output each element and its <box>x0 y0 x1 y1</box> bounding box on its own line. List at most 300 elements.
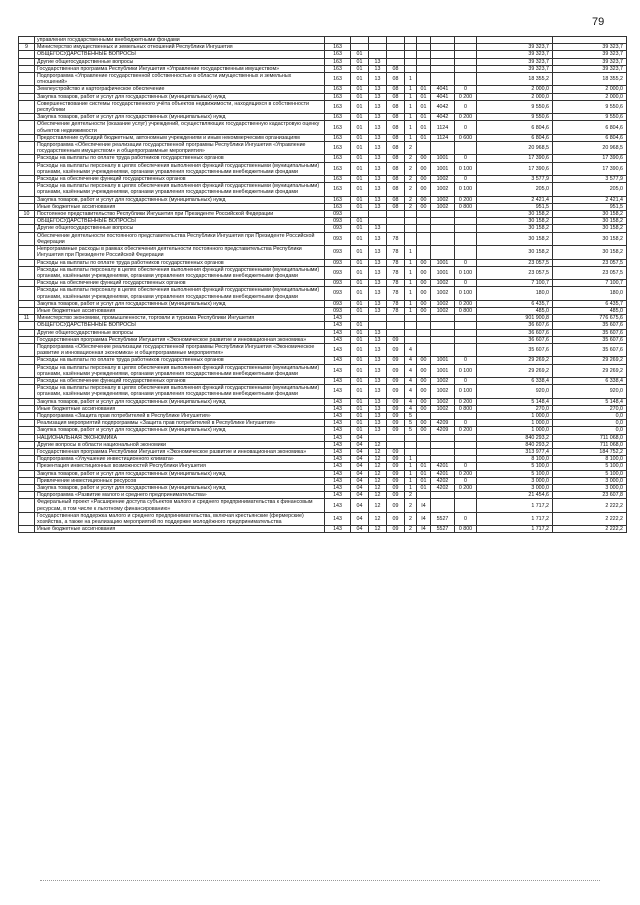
code-cs1 <box>387 434 405 441</box>
code-rz: 01 <box>351 232 369 245</box>
code-rz <box>351 37 369 44</box>
code-cs4 <box>431 448 455 455</box>
row-number <box>19 307 35 314</box>
row-number: 11 <box>19 315 35 322</box>
code-cs1 <box>387 218 405 225</box>
table-row <box>19 218 627 225</box>
code-rz: 04 <box>351 492 369 499</box>
code-rz: 01 <box>351 203 369 210</box>
code-pr: 13 <box>369 357 387 364</box>
code-cs4: 1001 <box>431 364 455 377</box>
row-number <box>19 114 35 121</box>
code-cs3: 00 <box>417 176 431 183</box>
code-rz: 04 <box>351 434 369 441</box>
code-pr <box>369 218 387 225</box>
row-name: Другие общегосударственные вопросы <box>35 225 325 232</box>
code-vr: 0 100 <box>455 162 477 175</box>
code-vr: 0 <box>455 420 477 427</box>
code-gr: 143 <box>325 499 351 512</box>
amount-year-1: 180,0 <box>477 287 553 300</box>
table-row <box>19 176 627 183</box>
code-rz: 01 <box>351 218 369 225</box>
code-vr: 0 800 <box>455 307 477 314</box>
code-cs3: 01 <box>417 93 431 100</box>
code-cs2: 2 <box>405 196 417 203</box>
row-number <box>19 441 35 448</box>
code-gr: 143 <box>325 448 351 455</box>
code-pr: 13 <box>369 377 387 384</box>
code-vr: 0 100 <box>455 385 477 398</box>
code-rz: 01 <box>351 93 369 100</box>
table-row <box>19 142 627 155</box>
code-pr <box>369 44 387 51</box>
code-cs4: 4201 <box>431 463 455 470</box>
amount-year-2: 2 421,4 <box>553 196 627 203</box>
row-number <box>19 405 35 412</box>
code-vr <box>455 218 477 225</box>
code-cs3: 00 <box>417 155 431 162</box>
row-number <box>19 434 35 441</box>
code-vr: 0 200 <box>455 93 477 100</box>
table-row <box>19 300 627 307</box>
row-name: Привлечение инвестиционных ресурсов <box>35 477 325 484</box>
code-rz: 04 <box>351 448 369 455</box>
amount-year-1: 29 269,2 <box>477 357 553 364</box>
amount-year-2: 951,5 <box>553 203 627 210</box>
row-number <box>19 100 35 113</box>
code-gr: 163 <box>325 142 351 155</box>
code-cs1 <box>387 37 405 44</box>
code-cs3 <box>417 492 431 499</box>
code-gr: 143 <box>325 377 351 384</box>
table-row <box>19 280 627 287</box>
code-cs1: 08 <box>387 155 405 162</box>
table-row <box>19 463 627 470</box>
amount-year-2: 776 675,6 <box>553 315 627 322</box>
code-cs2 <box>405 329 417 336</box>
amount-year-2: 2 000,0 <box>553 93 627 100</box>
code-pr: 12 <box>369 512 387 525</box>
code-vr: 0 <box>455 357 477 364</box>
row-name: Закупка товаров, работ и услуг для государственных (муниципальных) нужд <box>35 470 325 477</box>
code-cs3: I4 <box>417 526 431 533</box>
code-cs4 <box>431 456 455 463</box>
code-cs4: 1002 <box>431 176 455 183</box>
code-cs4 <box>431 211 455 218</box>
row-name: ОБЩЕГОСУДАРСТВЕННЫЕ ВОПРОСЫ <box>35 322 325 329</box>
code-rz: 01 <box>351 73 369 86</box>
code-pr: 13 <box>369 134 387 141</box>
code-cs4 <box>431 51 455 58</box>
code-gr: 143 <box>325 477 351 484</box>
table-row <box>19 259 627 266</box>
code-pr: 13 <box>369 203 387 210</box>
code-cs2: 1 <box>405 86 417 93</box>
amount-year-1: 29 269,2 <box>477 364 553 377</box>
code-cs2: 2 <box>405 155 417 162</box>
code-rz: 01 <box>351 121 369 134</box>
code-cs2: 1 <box>405 114 417 121</box>
amount-year-2: 3 000,0 <box>553 477 627 484</box>
code-cs4: 1001 <box>431 162 455 175</box>
table-row <box>19 155 627 162</box>
code-gr: 163 <box>325 58 351 65</box>
code-cs2 <box>405 315 417 322</box>
code-cs4 <box>431 343 455 356</box>
code-rz: 01 <box>351 196 369 203</box>
code-cs4: 1001 <box>431 266 455 279</box>
code-pr <box>369 322 387 329</box>
code-pr <box>369 434 387 441</box>
table-row <box>19 37 627 44</box>
code-cs3 <box>417 225 431 232</box>
code-gr: 143 <box>325 412 351 419</box>
code-pr: 13 <box>369 307 387 314</box>
code-vr <box>455 142 477 155</box>
amount-year-1: 1 717,2 <box>477 526 553 533</box>
code-gr: 093 <box>325 287 351 300</box>
code-cs3: 01 <box>417 463 431 470</box>
amount-year-2: 3 577,9 <box>553 176 627 183</box>
code-cs1: 09 <box>387 343 405 356</box>
code-cs3: 00 <box>417 259 431 266</box>
row-number <box>19 499 35 512</box>
code-cs2: 1 <box>405 470 417 477</box>
code-vr: 0 200 <box>455 398 477 405</box>
code-cs2: 2 <box>405 203 417 210</box>
amount-year-1: 3 000,0 <box>477 485 553 492</box>
code-cs1: 08 <box>387 134 405 141</box>
row-name: Расходы на выплаты персоналу в целях обеспечения выполнения функций государственными (муниципальными) органами, казёнными учреждениями, органами управления государственными внебюджетными фондами <box>35 364 325 377</box>
code-pr: 12 <box>369 485 387 492</box>
amount-year-1: 20 968,5 <box>477 142 553 155</box>
code-gr: 163 <box>325 93 351 100</box>
row-number <box>19 93 35 100</box>
amount-year-1: 17 390,6 <box>477 162 553 175</box>
code-vr: 0 <box>455 121 477 134</box>
code-cs2: 1 <box>405 280 417 287</box>
code-cs4: 1001 <box>431 155 455 162</box>
table-row <box>19 65 627 72</box>
amount-year-2 <box>553 37 627 44</box>
code-vr: 0 200 <box>455 485 477 492</box>
table-row <box>19 441 627 448</box>
amount-year-2: 9 550,6 <box>553 100 627 113</box>
table-row <box>19 246 627 259</box>
code-cs3: 00 <box>417 427 431 434</box>
row-number <box>19 37 35 44</box>
row-name: Землеустройство и картографическое обеспечение <box>35 86 325 93</box>
code-vr <box>455 232 477 245</box>
code-rz: 04 <box>351 470 369 477</box>
amount-year-1: 30 158,2 <box>477 218 553 225</box>
amount-year-1: 951,5 <box>477 203 553 210</box>
amount-year-2: 30 158,2 <box>553 211 627 218</box>
code-vr <box>455 499 477 512</box>
amount-year-2: 29 269,2 <box>553 364 627 377</box>
row-name: Непрограммные расходы в рамках обеспечения деятельности постоянного представительства Республики Ингушетия при Президенте Российской Федерации <box>35 246 325 259</box>
code-cs3 <box>417 142 431 155</box>
row-name: Подпрограмма «Обеспечение реализации государственной программы Республики Ингушетия «Экономическое развитие и инновационная экономика» и общепрограммные мероприятия» <box>35 343 325 356</box>
code-cs2: 5 <box>405 427 417 434</box>
amount-year-1: 2 000,0 <box>477 93 553 100</box>
amount-year-2: 0,0 <box>553 420 627 427</box>
row-name: Презентация инвестиционных возможностей Республики Ингушетия <box>35 463 325 470</box>
code-cs2 <box>405 225 417 232</box>
code-cs4 <box>431 44 455 51</box>
amount-year-2: 39 323,7 <box>553 51 627 58</box>
code-gr: 093 <box>325 232 351 245</box>
code-vr <box>455 51 477 58</box>
amount-year-1: 30 158,2 <box>477 211 553 218</box>
code-vr <box>455 65 477 72</box>
code-cs3: 00 <box>417 357 431 364</box>
code-cs1: 08 <box>387 183 405 196</box>
code-cs2: 1 <box>405 246 417 259</box>
code-vr <box>455 336 477 343</box>
row-name: Иные бюджетные ассигнования <box>35 203 325 210</box>
code-vr <box>455 434 477 441</box>
amount-year-2: 30 158,2 <box>553 218 627 225</box>
code-cs3: I4 <box>417 499 431 512</box>
row-number <box>19 485 35 492</box>
code-cs2 <box>405 65 417 72</box>
row-number <box>19 300 35 307</box>
code-cs4 <box>431 246 455 259</box>
code-cs3: 00 <box>417 196 431 203</box>
code-cs4: 5527 <box>431 526 455 533</box>
amount-year-2: 205,0 <box>553 183 627 196</box>
row-number <box>19 343 35 356</box>
code-gr: 143 <box>325 385 351 398</box>
code-cs4: 4041 <box>431 93 455 100</box>
row-number <box>19 155 35 162</box>
code-gr: 093 <box>325 211 351 218</box>
table-row <box>19 470 627 477</box>
code-pr: 13 <box>369 405 387 412</box>
code-cs3: 00 <box>417 300 431 307</box>
code-cs4 <box>431 499 455 512</box>
row-name: Расходы на выплаты по оплате труда работников государственных органов <box>35 155 325 162</box>
code-cs3 <box>417 51 431 58</box>
code-rz: 01 <box>351 65 369 72</box>
code-pr: 13 <box>369 280 387 287</box>
code-vr <box>455 448 477 455</box>
code-cs4 <box>431 58 455 65</box>
row-name: Обеспечение деятельности (оказание услуг) учреждений, осуществляющих государственную кадастровую оценку объектов недвижимости <box>35 121 325 134</box>
code-rz: 04 <box>351 526 369 533</box>
row-number <box>19 51 35 58</box>
code-cs1: 78 <box>387 259 405 266</box>
row-name: Другие общегосударственные вопросы <box>35 58 325 65</box>
amount-year-1: 39 323,7 <box>477 65 553 72</box>
code-vr: 0 <box>455 477 477 484</box>
code-rz: 01 <box>351 307 369 314</box>
amount-year-1: 3 577,9 <box>477 176 553 183</box>
row-number <box>19 420 35 427</box>
amount-year-2: 711 068,0 <box>553 434 627 441</box>
code-pr: 13 <box>369 176 387 183</box>
row-number <box>19 336 35 343</box>
code-vr <box>455 211 477 218</box>
row-name: Закупка товаров, работ и услуг для государственных (муниципальных) нужд <box>35 427 325 434</box>
row-name: управления государственными внебюджетными фондами <box>35 37 325 44</box>
code-cs3: 00 <box>417 385 431 398</box>
table-row <box>19 73 627 86</box>
code-cs2 <box>405 211 417 218</box>
code-cs4: 1124 <box>431 134 455 141</box>
code-rz: 01 <box>351 142 369 155</box>
row-name: Расходы на выплаты по оплате труда работников государственных органов <box>35 357 325 364</box>
code-cs3 <box>417 211 431 218</box>
amount-year-2: 8 100,0 <box>553 456 627 463</box>
code-vr <box>455 44 477 51</box>
amount-year-1: 920,0 <box>477 385 553 398</box>
row-name: Другие общегосударственные вопросы <box>35 329 325 336</box>
code-cs4: 4202 <box>431 485 455 492</box>
code-cs2: 2 <box>405 142 417 155</box>
code-cs1: 09 <box>387 420 405 427</box>
amount-year-2: 23 057,5 <box>553 266 627 279</box>
code-rz: 01 <box>351 287 369 300</box>
row-name: Подпрограмма «Управление государственной собственностью в области имущественных и земельных отношений» <box>35 73 325 86</box>
amount-year-2: 35 607,6 <box>553 343 627 356</box>
code-cs4: 4201 <box>431 470 455 477</box>
row-name: Расходы на выплаты персоналу в целях обеспечения выполнения функций государственными (муниципальными) органами, казёнными учреждениями, органами управления государственными внебюджетными фондами <box>35 183 325 196</box>
code-cs4: 4041 <box>431 86 455 93</box>
code-cs2 <box>405 44 417 51</box>
row-number <box>19 162 35 175</box>
row-number <box>19 86 35 93</box>
code-cs2: 5 <box>405 420 417 427</box>
row-name: Государственная программа Республики Ингушетия «Экономическое развитие и инновационная экономика» <box>35 448 325 455</box>
row-number <box>19 203 35 210</box>
code-pr: 13 <box>369 259 387 266</box>
code-vr: 0 200 <box>455 470 477 477</box>
code-cs3: 01 <box>417 134 431 141</box>
code-gr: 093 <box>325 225 351 232</box>
code-cs1 <box>387 441 405 448</box>
amount-year-1: 30 158,2 <box>477 225 553 232</box>
row-name: Иные бюджетные ассигнования <box>35 526 325 533</box>
code-cs1: 09 <box>387 336 405 343</box>
code-vr <box>455 441 477 448</box>
table-row <box>19 364 627 377</box>
code-pr: 12 <box>369 441 387 448</box>
row-name: Подпрограмма «Развитие малого и среднего предпринимательства» <box>35 492 325 499</box>
code-cs1: 09 <box>387 456 405 463</box>
code-cs3 <box>417 246 431 259</box>
code-vr <box>455 246 477 259</box>
code-cs4: 4042 <box>431 100 455 113</box>
code-gr: 163 <box>325 65 351 72</box>
row-number <box>19 448 35 455</box>
code-cs3: 00 <box>417 398 431 405</box>
code-gr: 163 <box>325 176 351 183</box>
row-name: ОБЩЕГОСУДАРСТВЕННЫЕ ВОПРОСЫ <box>35 51 325 58</box>
code-cs3: 00 <box>417 307 431 314</box>
code-pr: 13 <box>369 114 387 121</box>
amount-year-1: 2 421,4 <box>477 196 553 203</box>
code-cs3: 00 <box>417 377 431 384</box>
code-cs4 <box>431 322 455 329</box>
code-gr: 143 <box>325 343 351 356</box>
code-cs1: 09 <box>387 499 405 512</box>
code-vr: 0 200 <box>455 114 477 121</box>
code-gr: 163 <box>325 183 351 196</box>
table-row <box>19 526 627 533</box>
row-name: Министерство имущественных и земельных отношений Республики Ингушетия <box>35 44 325 51</box>
amount-year-2: 3 000,0 <box>553 485 627 492</box>
code-cs4: 1002 <box>431 287 455 300</box>
code-rz: 01 <box>351 58 369 65</box>
row-number <box>19 280 35 287</box>
row-number <box>19 377 35 384</box>
row-name: Другие вопросы в области национальной экономики <box>35 441 325 448</box>
code-rz: 01 <box>351 364 369 377</box>
amount-year-2: 0,0 <box>553 427 627 434</box>
code-rz: 01 <box>351 176 369 183</box>
code-rz: 01 <box>351 134 369 141</box>
code-gr: 143 <box>325 492 351 499</box>
table-row <box>19 93 627 100</box>
code-rz: 01 <box>351 377 369 384</box>
amount-year-1: 8 100,0 <box>477 456 553 463</box>
code-cs1: 78 <box>387 280 405 287</box>
amount-year-2: 6 804,6 <box>553 134 627 141</box>
code-vr: 0 <box>455 155 477 162</box>
row-number <box>19 364 35 377</box>
code-vr <box>455 58 477 65</box>
code-cs2: 1 <box>405 73 417 86</box>
amount-year-2: 6 338,4 <box>553 377 627 384</box>
code-cs2: 1 <box>405 100 417 113</box>
code-gr: 093 <box>325 307 351 314</box>
code-vr <box>455 322 477 329</box>
code-cs2: 2 <box>405 512 417 525</box>
code-pr: 13 <box>369 343 387 356</box>
code-gr: 163 <box>325 155 351 162</box>
amount-year-2: 30 158,2 <box>553 225 627 232</box>
code-cs1 <box>387 211 405 218</box>
amount-year-2: 485,0 <box>553 307 627 314</box>
code-rz: 01 <box>351 100 369 113</box>
amount-year-1: 901 900,8 <box>477 315 553 322</box>
amount-year-2: 23 057,5 <box>553 259 627 266</box>
table-row <box>19 336 627 343</box>
code-vr <box>455 412 477 419</box>
code-rz: 04 <box>351 485 369 492</box>
code-rz: 01 <box>351 427 369 434</box>
amount-year-1: 3 000,0 <box>477 477 553 484</box>
row-name: Расходы на обеспечение функций государственных органов <box>35 280 325 287</box>
code-cs2: 1 <box>405 134 417 141</box>
code-pr: 12 <box>369 456 387 463</box>
amount-year-1: 18 355,2 <box>477 73 553 86</box>
code-vr: 0 <box>455 377 477 384</box>
amount-year-1: 1 717,2 <box>477 499 553 512</box>
code-cs3: 00 <box>417 203 431 210</box>
amount-year-1: 6 804,6 <box>477 121 553 134</box>
amount-year-1: 36 607,6 <box>477 329 553 336</box>
code-cs2: 2 <box>405 526 417 533</box>
code-cs1: 09 <box>387 470 405 477</box>
table-row <box>19 492 627 499</box>
code-gr: 163 <box>325 203 351 210</box>
code-rz: 01 <box>351 385 369 398</box>
code-cs4: 1001 <box>431 357 455 364</box>
code-cs3 <box>417 73 431 86</box>
